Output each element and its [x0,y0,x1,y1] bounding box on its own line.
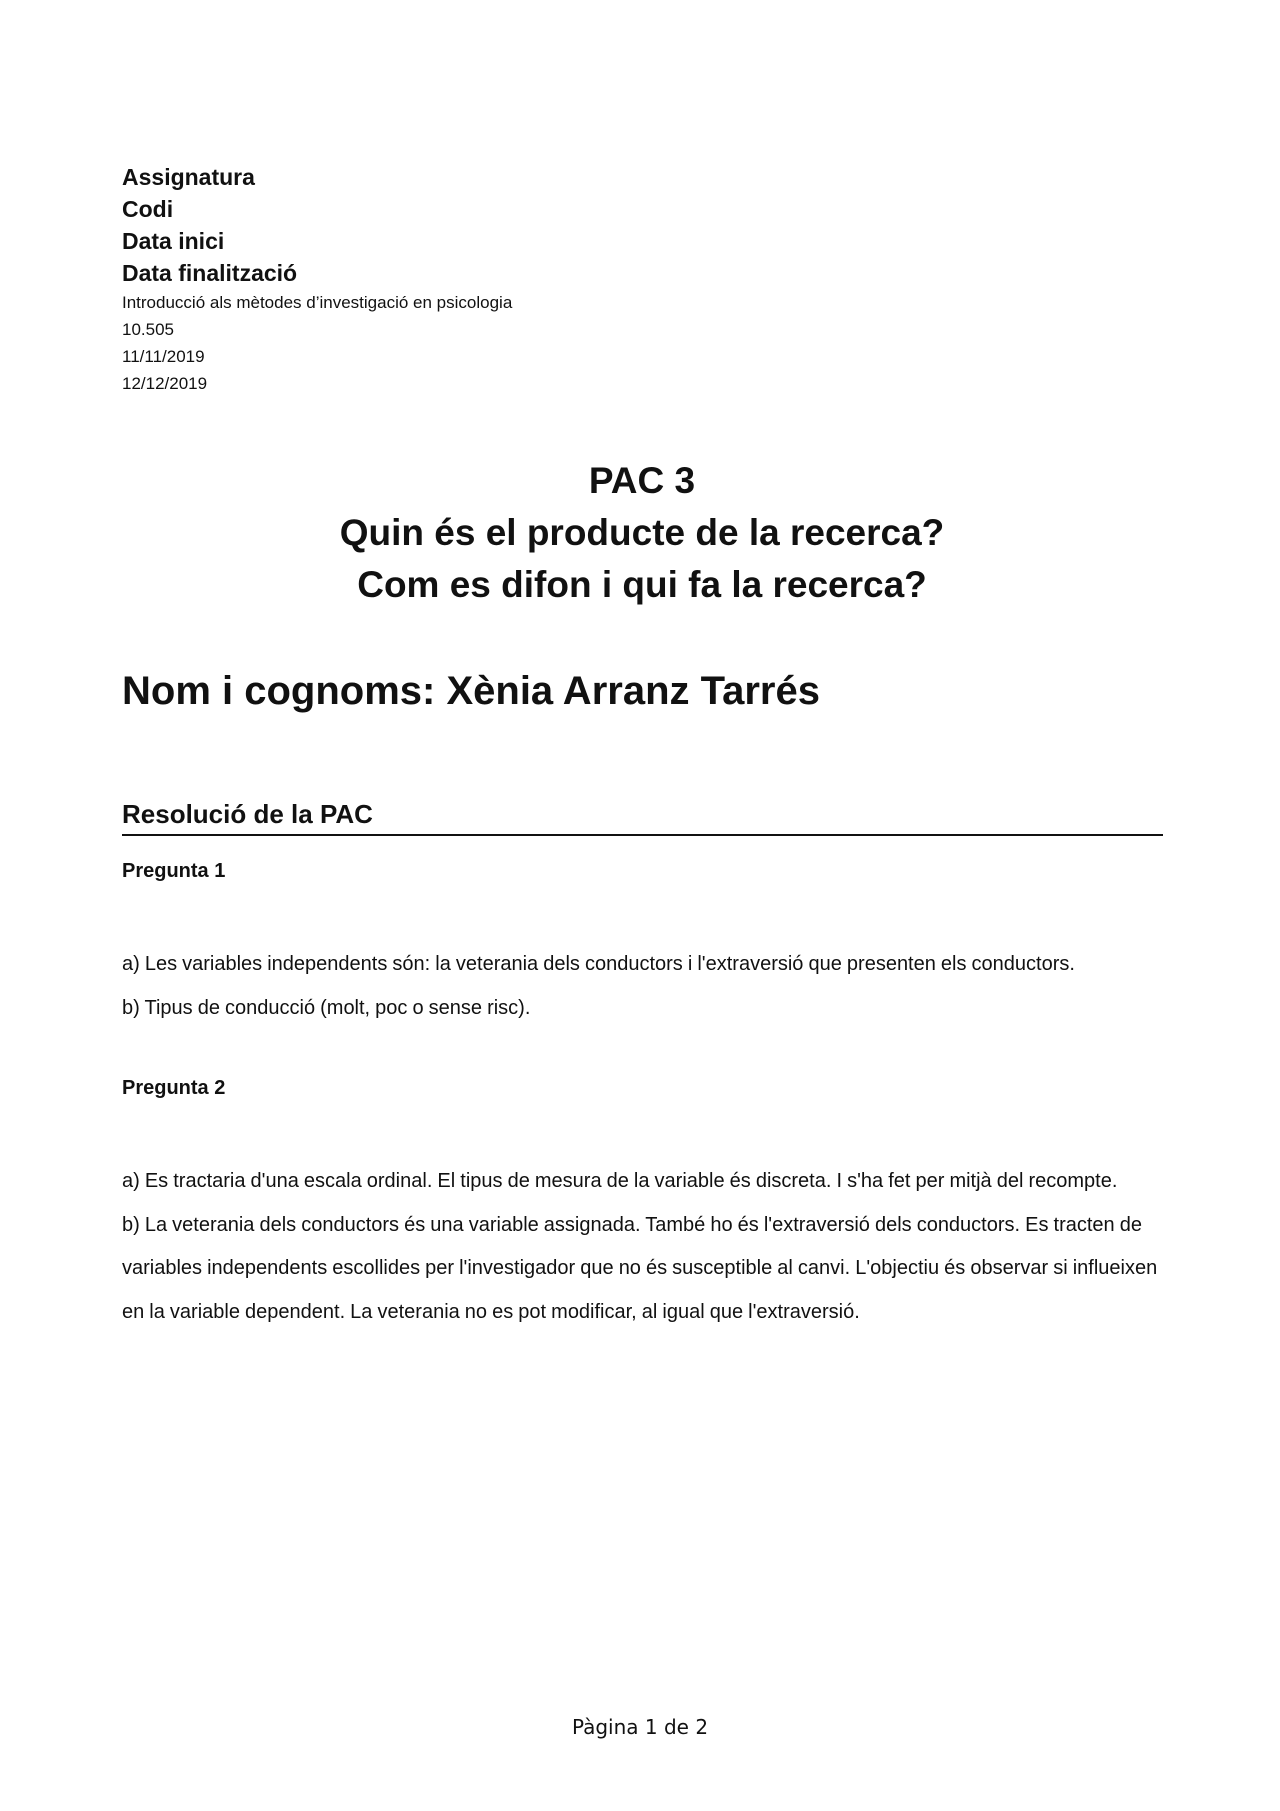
title-line-1: PAC 3 [588,460,696,501]
subject-value: Introducció als mètodes d’investigació en psicologia [122,293,513,312]
question-1-answer-a: a) Les variables independents són: la veterania dels conductors i l'extraversió que presenten els conductors. [122,953,1075,975]
code-label: Codi [122,196,174,222]
course-info-block [122,161,1022,397]
end-date-value: 12/12/2019 [122,374,208,393]
end-date-label: Data finalització [122,260,298,286]
start-date-value: 11/11/2019 [122,347,205,366]
code-value: 10.505 [122,320,174,339]
document-title [122,455,1162,611]
section-heading: Resolució de la PAC [122,797,1163,836]
question-1-answers [122,943,1172,1030]
title-line-3: Com es difon i qui fa la recerca? [357,564,927,605]
question-1 [122,857,1172,1030]
question-2-answers [122,1160,1172,1334]
question-1-answer-b: b) Tipus de conducció (molt, poc o sense risc). [122,996,531,1019]
question-2-label: Pregunta 2 [122,1077,226,1099]
question-2 [122,1074,1172,1334]
student-name: Nom i cognoms: Xènia Arranz Tarrés [122,669,820,713]
question-2-answer-a: a) Es tractaria d'una escala ordinal. El tipus de mesura de la variable és discreta. I s'ha fet per mitjà del recompte. [122,1170,1118,1192]
title-line-2: Quin és el producte de la recerca? [339,512,945,553]
page-number: Pàgina 1 de 2 [571,1715,709,1739]
question-1-label: Pregunta 1 [122,860,226,882]
question-2-answer-b: b) La veterania dels conductors és una variable assignada. També ho és l'extraversió dels conductors. Es tracten de variables independents escollides per l'investigador que no és susceptible al canvi. L'objectiu és observar si influeixen en la variable dependent. La veterania no es pot modificar, al igual que l'extraversió. [122,1213,1158,1323]
subject-label: Assignatura [122,164,255,190]
start-date-label: Data inici [122,228,225,254]
